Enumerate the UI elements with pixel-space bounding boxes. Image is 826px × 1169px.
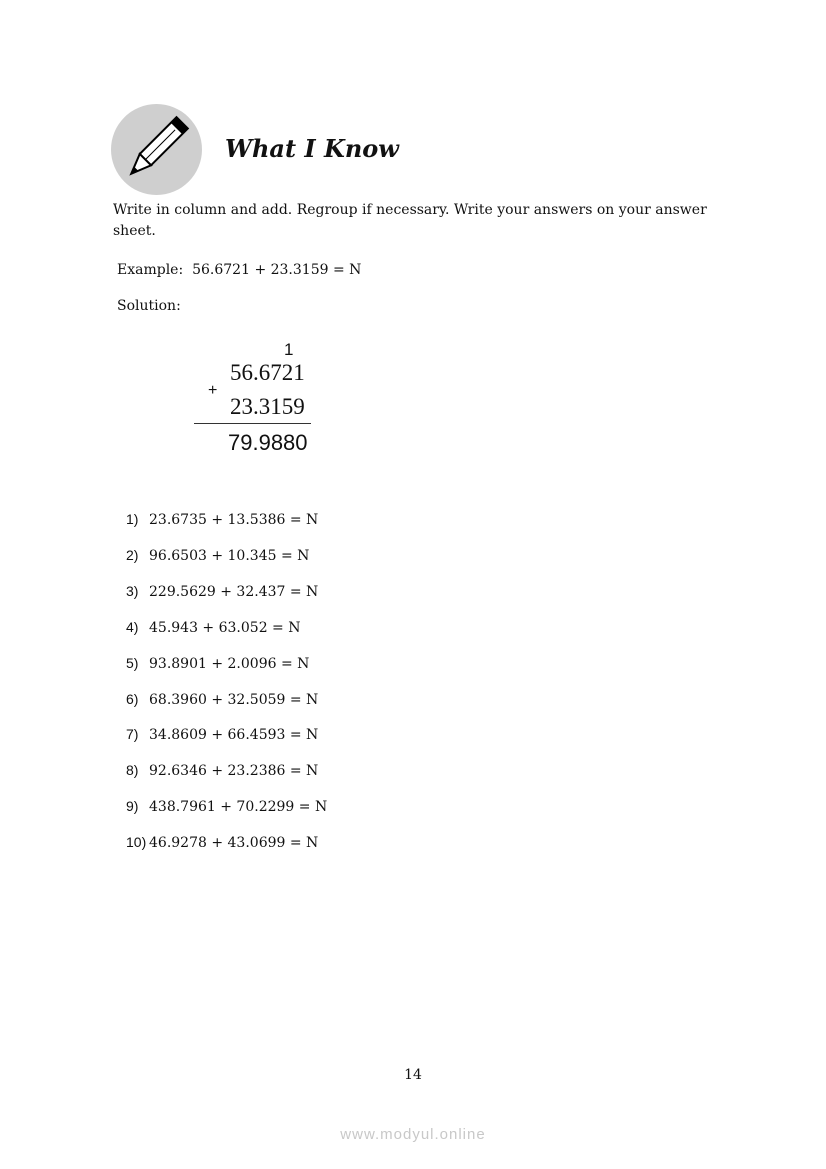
problem-item: 2) 96.6503 + 10.345 = N [126, 547, 310, 564]
watermark: www.modyul.online [340, 1126, 486, 1143]
problem-item: 5) 93.8901 + 2.0096 = N [126, 655, 310, 672]
problem-item: 1) 23.6735 + 13.5386 = N [126, 511, 319, 528]
example-equation: 56.6721 + 23.3159 = N [192, 262, 362, 278]
problem-item: 10) 46.9278 + 43.0699 = N [126, 834, 319, 851]
example-label: Example: [117, 262, 184, 278]
sum-line [194, 423, 311, 424]
solution-label: Solution: [117, 298, 181, 314]
example [117, 262, 361, 278]
section-title: What I Know [225, 134, 399, 163]
pencil-icon [111, 104, 202, 195]
problem-item: 9) 438.7961 + 70.2299 = N [126, 798, 328, 815]
plus-sign: + [208, 382, 218, 399]
problem-item: 8) 92.6346 + 23.2386 = N [126, 762, 319, 779]
problem-item: 7) 34.8609 + 66.4593 = N [126, 726, 319, 743]
page-number: 14 [404, 1067, 422, 1083]
problem-item: 6) 68.3960 + 32.5059 = N [126, 691, 319, 708]
addend-2: 23.3159 [230, 394, 305, 419]
sum: 79.9880 [228, 430, 308, 455]
problem-item: 3) 229.5629 + 32.437 = N [126, 583, 319, 600]
addend-1: 56.6721 [230, 360, 305, 385]
problem-item: 4) 45.943 + 63.052 = N [126, 619, 301, 636]
carry-digit: 1 [284, 340, 294, 359]
instructions: Write in column and add. Regroup if necessary. Write your answers on your answer sheet. [113, 202, 707, 239]
